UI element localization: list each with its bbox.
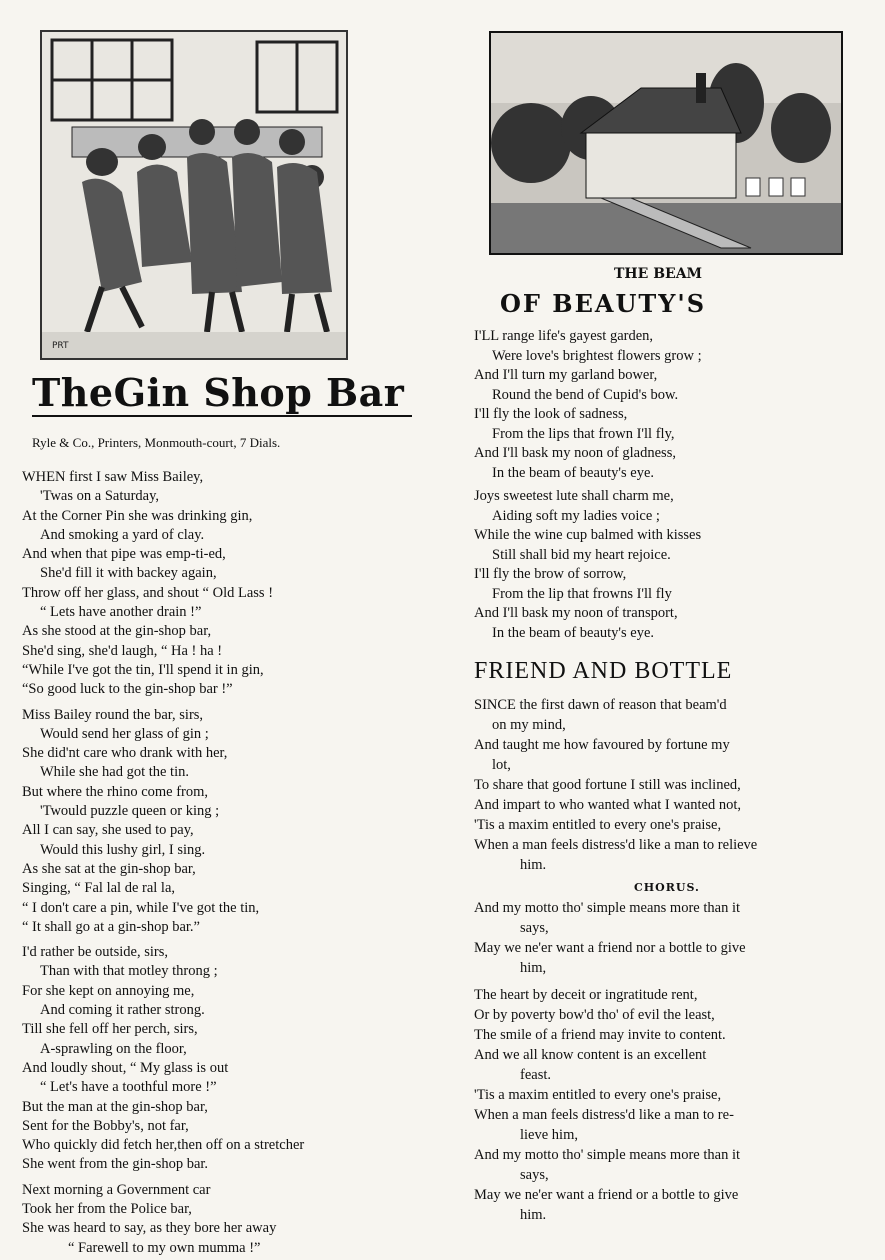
verse-line: I'll fly the brow of sorrow, [474, 566, 627, 582]
verse-line: Would this lushy girl, I sing. [40, 841, 206, 858]
verse-line: All I can say, she used to pay, [22, 822, 194, 839]
verse-line: And I'll turn my garland bower, [474, 367, 658, 383]
svg-text:PRT: PRT [52, 341, 69, 351]
verse-line: When a man feels distress'd like a man to re- [474, 1107, 734, 1123]
verse-line: Would send her glass of gin ; [40, 725, 209, 742]
verse-line: 'Twould puzzle queen or king ; [40, 803, 220, 820]
verse-line: A-sprawling on the floor, [40, 1040, 187, 1057]
verse-line: May we ne'er want a friend nor a bottle to give [474, 940, 746, 956]
cottage-woodcut-illustration [489, 31, 843, 255]
verse-line: 'Tis a maxim entitled to every one's praise, [474, 1087, 722, 1103]
verse-line: As she stood at the gin-shop bar, [22, 623, 212, 640]
verse-line: But the man at the gin-shop bar, [22, 1098, 208, 1115]
verse-line: As she sat at the gin-shop bar, [22, 860, 196, 877]
verse-line: Joys sweetest lute shall charm me, [474, 488, 674, 504]
friend-and-bottle-verse-2 [474, 985, 879, 1225]
tavern-scene-image [42, 32, 346, 358]
verse-line: lieve him, [520, 1127, 578, 1143]
verse-line: In the beam of beauty's eye. [492, 624, 655, 641]
verse-line: Aiding soft my ladies voice ; [492, 507, 660, 524]
verse-line: From the lip that frowns I'll fly [492, 585, 672, 602]
beam-title-small: THE BEAM [614, 266, 703, 282]
verse-line: “ Let's have a toothful more !” [40, 1079, 217, 1096]
verse-line: Round the bend of Cupid's bow. [492, 386, 679, 403]
verse-line: WHEN first I saw Miss Bailey, [22, 469, 204, 485]
verse-line: And I'll bask my noon of gladness, [474, 445, 676, 461]
verse-line: on my mind, [492, 717, 566, 733]
verse-line: The heart by deceit or ingratitude rent, [474, 987, 698, 1003]
verse-line: And taught me how favoured by fortune my [474, 737, 730, 753]
verse-line: And impart to who wanted what I wanted not, [474, 797, 741, 813]
verse-line: Till she fell off her perch, sirs, [22, 1021, 198, 1038]
verse-line: Or by poverty bow'd tho' of evil the least, [474, 1007, 715, 1023]
verse-line: Than with that motley throng ; [40, 963, 218, 980]
verse-line: “So good luck to the gin-shop bar !” [22, 681, 233, 698]
verse-line: From the lips that frown I'll fly, [492, 425, 675, 442]
verse-line: To share that good fortune I still was inclined, [474, 777, 741, 793]
verse-line: him. [520, 1207, 547, 1223]
beam-of-beauty-verses [474, 327, 879, 643]
verse-line: Still shall bid my heart rejoice. [492, 546, 671, 563]
verse-line: 'Twas on a Saturday, [40, 488, 160, 505]
verse-line: And when that pipe was emp-ti-ed, [22, 546, 226, 563]
verse-line: She'd sing, she'd laugh, “ Ha ! ha ! [22, 642, 223, 659]
verse-line: Sent for the Bobby's, not far, [22, 1117, 189, 1134]
verse-line: And smoking a yard of clay. [40, 526, 205, 543]
printer-imprint: Ryle & Co., Printers, Monmouth-court, 7 Dials. [32, 435, 281, 450]
verse-line: Singing, “ Fal lal de ral la, [22, 880, 176, 897]
verse-line: And I'll bask my noon of transport, [474, 605, 678, 621]
gin-shop-bar-title: TheGin Shop Bar [32, 370, 412, 417]
verse-line: SINCE the first dawn of reason that beam'd [474, 697, 727, 713]
verse-line: She did'nt care who drank with her, [22, 745, 228, 762]
verse-line: She was heard to say, as they bore her away [22, 1220, 277, 1237]
verse-line: “ Lets have another drain !” [40, 604, 202, 621]
verse-line: “ It shall go at a gin-shop bar.” [22, 918, 200, 935]
verse-line: 'Tis a maxim entitled to every one's praise, [474, 817, 722, 833]
verse-line: And we all know content is an excellent [474, 1047, 707, 1063]
gin-shop-bar-verses [22, 468, 432, 1258]
verse-line: Who quickly did fetch her,then off on a stretcher [22, 1137, 305, 1154]
verse-line: Miss Bailey round the bar, sirs, [22, 706, 204, 723]
verse-line: And coming it rather strong. [40, 1002, 205, 1019]
gin-shop-woodcut-illustration [40, 30, 348, 360]
verse-line: lot, [492, 757, 511, 773]
verse-line: She went from the gin-shop bar. [22, 1156, 209, 1173]
verse-line: Took her from the Police bar, [22, 1200, 192, 1217]
chorus-label: CHORUS. [634, 881, 700, 894]
verse-line: And loudly shout, “ My glass is out [22, 1059, 229, 1076]
verse-line: “ I don't care a pin, while I've got the tin, [22, 899, 260, 916]
friend-and-bottle-verse-1 [474, 695, 879, 875]
cottage-scene-image [491, 33, 841, 253]
verse-line: says, [520, 920, 549, 936]
verse-line: him, [520, 960, 547, 976]
verse-line: feast. [520, 1067, 551, 1083]
verse-line: And my motto tho' simple means more than it [474, 900, 740, 916]
verse-line: I'LL range life's gayest garden, [474, 328, 654, 344]
verse-line: While she had got the tin. [40, 764, 189, 781]
friend-and-bottle-title: FRIEND AND BOTTLE [474, 658, 733, 684]
verse-line: May we ne'er want a friend or a bottle to give [474, 1187, 739, 1203]
verse-line: The smile of a friend may invite to content. [474, 1027, 726, 1043]
verse-line: And my motto tho' simple means more than it [474, 1147, 740, 1163]
friend-and-bottle-chorus [474, 898, 879, 978]
verse-line: “ Farewell to my own mumma !” [68, 1239, 261, 1256]
verse-line: Throw off her glass, and shout “ Old Lass ! [22, 584, 274, 601]
verse-line: When a man feels distress'd like a man to relieve [474, 837, 758, 853]
verse-line: him. [520, 857, 547, 873]
verse-line: says, [520, 1167, 549, 1183]
verse-line: While the wine cup balmed with kisses [474, 527, 702, 543]
beam-title-large: OF BEAUTY'S [500, 289, 707, 318]
verse-line: For she kept on annoying me, [22, 982, 195, 999]
verse-line: I'll fly the look of sadness, [474, 406, 628, 422]
verse-line: I'd rather be outside, sirs, [22, 944, 168, 961]
verse-line: At the Corner Pin she was drinking gin, [22, 507, 253, 524]
verse-line: “While I've got the tin, I'll spend it in gin, [22, 661, 264, 678]
verse-line: She'd fill it with backey again, [40, 565, 217, 582]
verse-line: Were love's brightest flowers grow ; [492, 347, 702, 364]
verse-line: Next morning a Government car [22, 1181, 211, 1198]
verse-line: But where the rhino come from, [22, 783, 209, 800]
verse-line: In the beam of beauty's eye. [492, 464, 655, 481]
